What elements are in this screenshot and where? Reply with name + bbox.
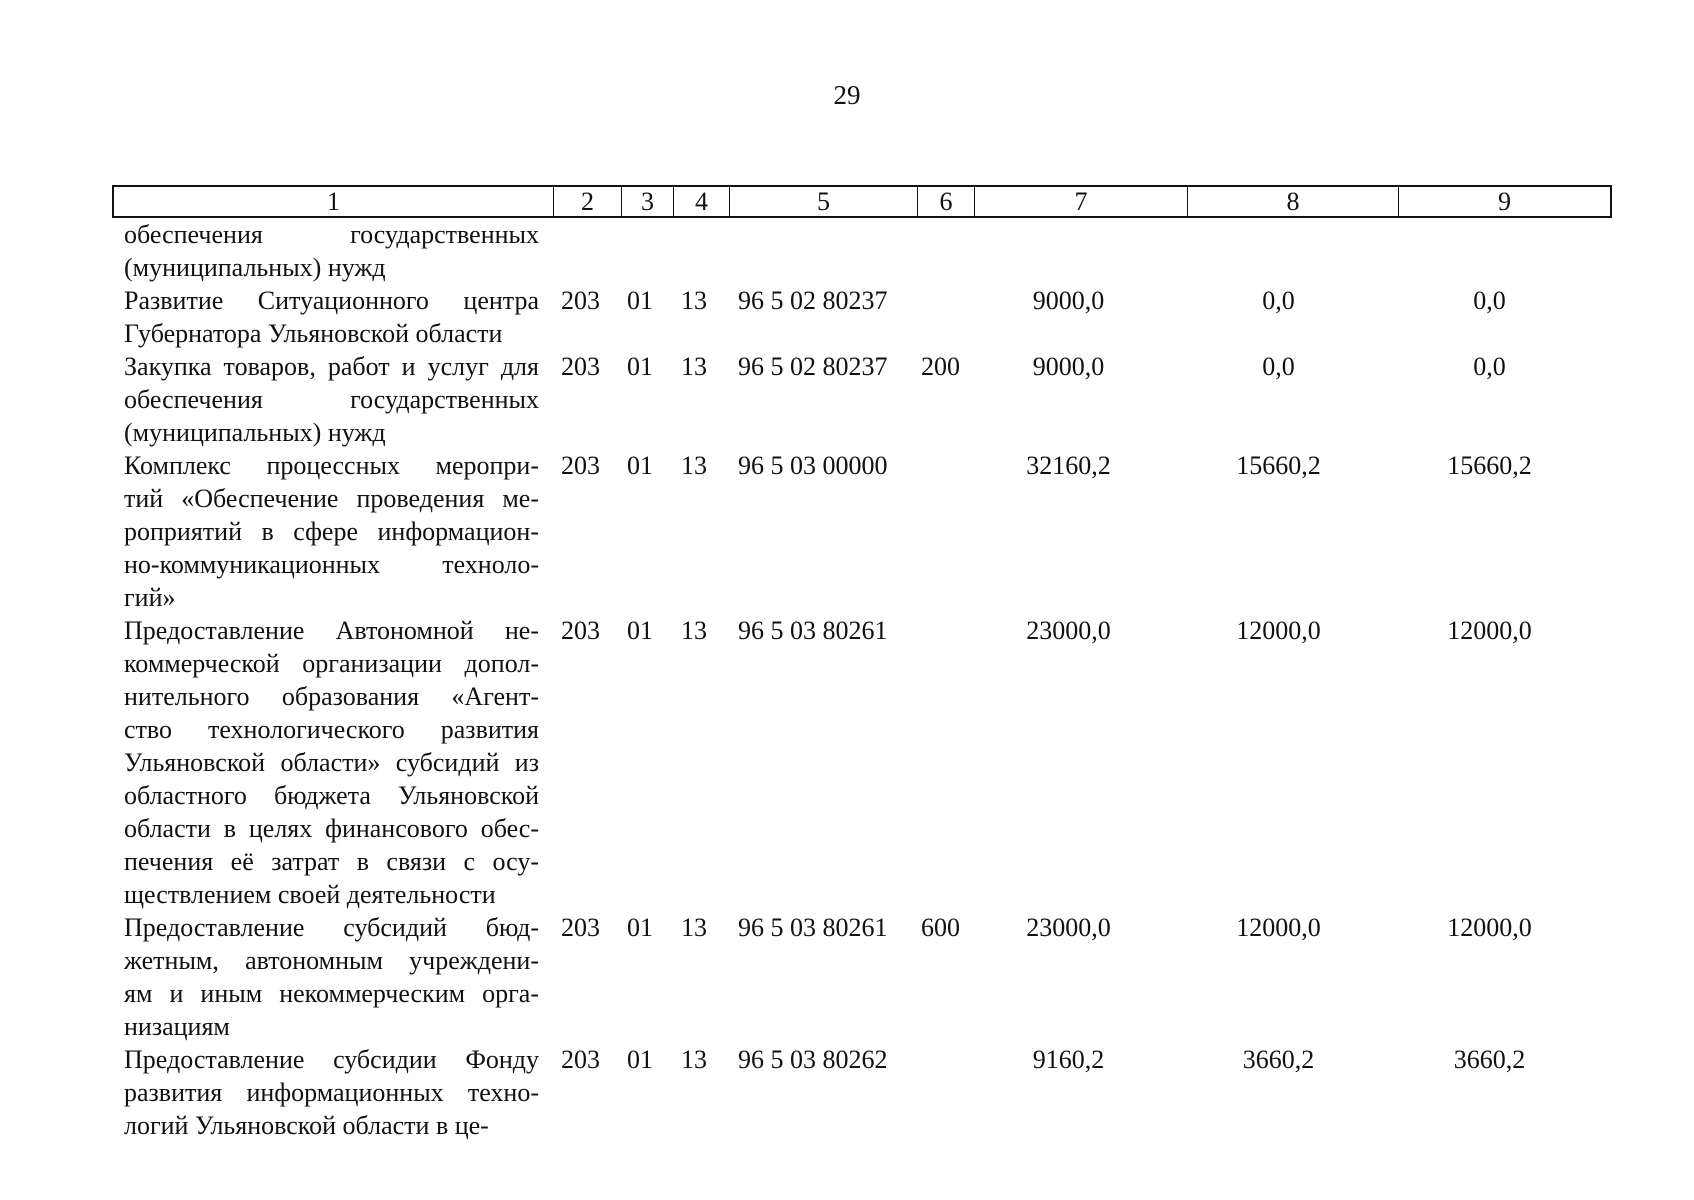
cell-col-2: 203 bbox=[561, 451, 600, 480]
row-description bbox=[124, 218, 539, 284]
description-line: ществлением своей деятельности bbox=[124, 880, 496, 909]
row-description bbox=[124, 1043, 539, 1142]
cell-col-4: 13 bbox=[681, 1045, 707, 1074]
cell-col-4: 13 bbox=[681, 913, 707, 942]
cell-col-7: 23000,0 bbox=[1026, 913, 1111, 942]
cell-col-6: 600 bbox=[921, 913, 960, 942]
description-line: роприятий в сфере информацион- bbox=[124, 517, 539, 546]
row-description bbox=[124, 614, 539, 911]
description-line: обеспечения государственных bbox=[124, 220, 539, 249]
description-line: тий «Обеспечение проведения ме- bbox=[124, 484, 539, 513]
cell-col-9: 12000,0 bbox=[1447, 616, 1532, 645]
cell-col-9: 15660,2 bbox=[1447, 451, 1532, 480]
description-line: печения её затрат в связи с осу- bbox=[124, 847, 539, 876]
description-line: Комплекс процессных меропри- bbox=[124, 451, 539, 480]
description-line: логий Ульяновской области в це- bbox=[124, 1111, 489, 1140]
row-description bbox=[124, 911, 539, 1043]
cell-col-2: 203 bbox=[561, 286, 600, 315]
page-number: 29 bbox=[833, 80, 861, 110]
cell-col-7: 32160,2 bbox=[1026, 451, 1111, 480]
cell-col-6: 200 bbox=[921, 352, 960, 381]
description-line: Развитие Ситуационного центра bbox=[124, 286, 539, 315]
cell-col-5: 96 5 02 80237 bbox=[738, 286, 888, 315]
cell-col-4: 13 bbox=[681, 352, 707, 381]
cell-col-4: 13 bbox=[681, 451, 707, 480]
cell-col-9: 12000,0 bbox=[1447, 913, 1532, 942]
cell-col-3: 01 bbox=[627, 352, 653, 381]
cell-col-9: 0,0 bbox=[1473, 352, 1506, 381]
cell-col-8: 3660,2 bbox=[1242, 1045, 1315, 1074]
description-line: низациям bbox=[124, 1012, 230, 1041]
header-col-3: 3 bbox=[622, 187, 674, 216]
description-line: области в целях финансового обес- bbox=[124, 814, 539, 843]
description-line: развития информационных техно- bbox=[124, 1078, 539, 1107]
cell-col-7: 9000,0 bbox=[1032, 352, 1105, 381]
header-col-5: 5 bbox=[730, 187, 918, 216]
description-line: коммерческой организации допол- bbox=[124, 649, 539, 678]
description-line: Губернатора Ульяновской области bbox=[124, 319, 503, 348]
description-line: жетным, автономным учреждени- bbox=[124, 946, 539, 975]
cell-col-8: 0,0 bbox=[1262, 352, 1295, 381]
cell-col-3: 01 bbox=[627, 1045, 653, 1074]
cell-col-8: 15660,2 bbox=[1236, 451, 1321, 480]
row-description bbox=[124, 284, 539, 350]
header-col-7: 7 bbox=[975, 187, 1188, 216]
cell-col-5: 96 5 03 00000 bbox=[738, 451, 888, 480]
description-line: Предоставление Автономной не- bbox=[124, 616, 539, 645]
cell-col-8: 12000,0 bbox=[1236, 913, 1321, 942]
description-line: нительного образования «Агент- bbox=[124, 682, 539, 711]
description-line: (муниципальных) нужд bbox=[124, 418, 386, 447]
cell-col-5: 96 5 02 80237 bbox=[738, 352, 888, 381]
cell-col-2: 203 bbox=[561, 1045, 600, 1074]
description-line: Ульяновской области» субсидий из bbox=[124, 748, 539, 777]
cell-col-5: 96 5 03 80261 bbox=[738, 616, 888, 645]
cell-col-4: 13 bbox=[681, 286, 707, 315]
cell-col-8: 0,0 bbox=[1262, 286, 1295, 315]
description-line: ство технологического развития bbox=[124, 715, 539, 744]
table-header bbox=[112, 185, 1612, 218]
row-description bbox=[124, 350, 539, 449]
cell-col-5: 96 5 03 80261 bbox=[738, 913, 888, 942]
header-col-6: 6 bbox=[918, 187, 975, 216]
header-col-8: 8 bbox=[1188, 187, 1399, 216]
row-description bbox=[124, 449, 539, 614]
description-line: но-коммуникационных техноло- bbox=[124, 550, 539, 579]
cell-col-3: 01 bbox=[627, 616, 653, 645]
cell-col-5: 96 5 03 80262 bbox=[738, 1045, 888, 1074]
cell-col-2: 203 bbox=[561, 616, 600, 645]
header-col-4: 4 bbox=[674, 187, 730, 216]
header-col-9: 9 bbox=[1498, 187, 1511, 216]
header-col-2: 2 bbox=[554, 187, 622, 216]
cell-col-4: 13 bbox=[681, 616, 707, 645]
description-line: Предоставление субсидий бюд- bbox=[124, 913, 539, 942]
cell-col-2: 203 bbox=[561, 913, 600, 942]
cell-col-3: 01 bbox=[627, 286, 653, 315]
description-line: Закупка товаров, работ и услуг для bbox=[124, 352, 539, 381]
cell-col-7: 23000,0 bbox=[1026, 616, 1111, 645]
cell-col-8: 12000,0 bbox=[1236, 616, 1321, 645]
cell-col-7: 9000,0 bbox=[1032, 286, 1105, 315]
cell-col-9: 3660,2 bbox=[1453, 1045, 1526, 1074]
cell-col-9: 0,0 bbox=[1473, 286, 1506, 315]
description-line: ям и иным некоммерческим орга- bbox=[124, 979, 539, 1008]
description-line: Предоставление субсидии Фонду bbox=[124, 1045, 539, 1074]
cell-col-3: 01 bbox=[627, 913, 653, 942]
description-line: (муниципальных) нужд bbox=[124, 253, 386, 282]
cell-col-7: 9160,2 bbox=[1032, 1045, 1105, 1074]
description-line: гий» bbox=[124, 583, 176, 612]
cell-col-3: 01 bbox=[627, 451, 653, 480]
description-line: обеспечения государственных bbox=[124, 385, 539, 414]
header-col-1: 1 bbox=[114, 187, 554, 216]
cell-col-2: 203 bbox=[561, 352, 600, 381]
description-line: областного бюджета Ульяновской bbox=[124, 781, 539, 810]
